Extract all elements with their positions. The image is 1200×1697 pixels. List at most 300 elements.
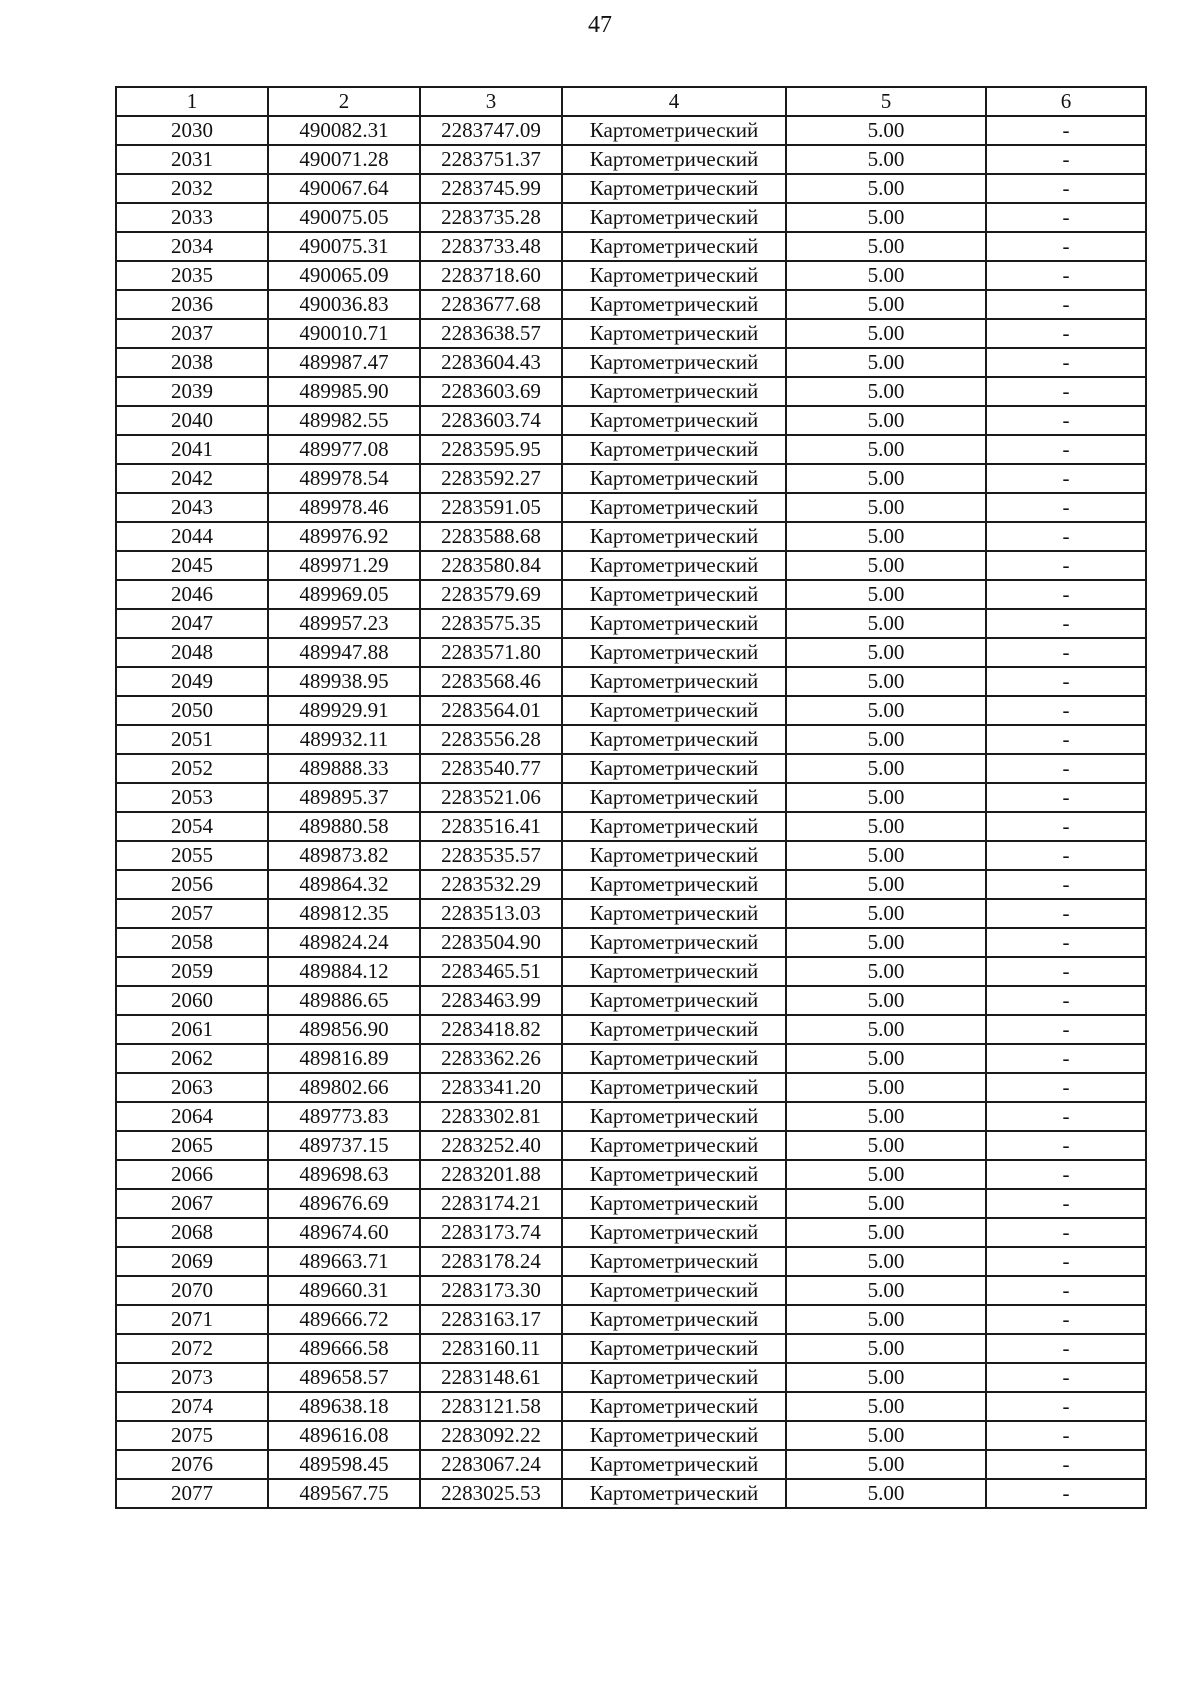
table-cell: Картометрический xyxy=(562,145,786,174)
table-cell: Картометрический xyxy=(562,1276,786,1305)
table-cell: 5.00 xyxy=(786,493,986,522)
table-row xyxy=(116,1189,1146,1218)
table-cell: 2283564.01 xyxy=(420,696,562,725)
table-cell: 2283591.05 xyxy=(420,493,562,522)
table-cell: Картометрический xyxy=(562,1102,786,1131)
table-cell: 489598.45 xyxy=(268,1450,420,1479)
table-row xyxy=(116,609,1146,638)
table-cell: 2283556.28 xyxy=(420,725,562,754)
table-cell: - xyxy=(986,1363,1146,1392)
table-cell: 2283532.29 xyxy=(420,870,562,899)
table-cell: 489663.71 xyxy=(268,1247,420,1276)
table-cell: - xyxy=(986,406,1146,435)
table-row xyxy=(116,145,1146,174)
table-cell: 490071.28 xyxy=(268,145,420,174)
table-row xyxy=(116,290,1146,319)
table-cell: 5.00 xyxy=(786,754,986,783)
table-cell: 2042 xyxy=(116,464,268,493)
table-row xyxy=(116,580,1146,609)
table-cell: Картометрический xyxy=(562,754,786,783)
table-cell: Картометрический xyxy=(562,1160,786,1189)
table-cell: Картометрический xyxy=(562,870,786,899)
table-row xyxy=(116,986,1146,1015)
table-cell: 5.00 xyxy=(786,1218,986,1247)
table-cell: 490082.31 xyxy=(268,116,420,145)
column-header: 4 xyxy=(562,87,786,116)
table-cell: Картометрический xyxy=(562,1015,786,1044)
table-cell: - xyxy=(986,377,1146,406)
table-cell: 2283751.37 xyxy=(420,145,562,174)
table-cell: Картометрический xyxy=(562,319,786,348)
table-cell: 5.00 xyxy=(786,1363,986,1392)
table-cell: 5.00 xyxy=(786,812,986,841)
table-cell: 489971.29 xyxy=(268,551,420,580)
table-cell: 5.00 xyxy=(786,1102,986,1131)
table-cell: 489888.33 xyxy=(268,754,420,783)
table-cell: 2077 xyxy=(116,1479,268,1508)
table-cell: 489884.12 xyxy=(268,957,420,986)
table-cell: 2283677.68 xyxy=(420,290,562,319)
table-cell: - xyxy=(986,290,1146,319)
table-cell: - xyxy=(986,638,1146,667)
table-cell: 2057 xyxy=(116,899,268,928)
table-cell: - xyxy=(986,1421,1146,1450)
table-cell: - xyxy=(986,493,1146,522)
table-cell: 5.00 xyxy=(786,1421,986,1450)
table-cell: 2283733.48 xyxy=(420,232,562,261)
table-cell: 489938.95 xyxy=(268,667,420,696)
table-cell: - xyxy=(986,667,1146,696)
table-cell: Картометрический xyxy=(562,580,786,609)
table-cell: 5.00 xyxy=(786,870,986,899)
table-cell: 2032 xyxy=(116,174,268,203)
table-cell: 2060 xyxy=(116,986,268,1015)
table-body xyxy=(116,116,1146,1508)
table-cell: 5.00 xyxy=(786,957,986,986)
table-cell: 5.00 xyxy=(786,348,986,377)
table-cell: Картометрический xyxy=(562,957,786,986)
table-row xyxy=(116,870,1146,899)
table-cell: 2062 xyxy=(116,1044,268,1073)
table-row xyxy=(116,841,1146,870)
table-cell: Картометрический xyxy=(562,232,786,261)
table-cell: 2283252.40 xyxy=(420,1131,562,1160)
table-cell: Картометрический xyxy=(562,116,786,145)
table-cell: 489987.47 xyxy=(268,348,420,377)
table-cell: 2283163.17 xyxy=(420,1305,562,1334)
table-cell: 489864.32 xyxy=(268,870,420,899)
table-row xyxy=(116,696,1146,725)
table-cell: 2283745.99 xyxy=(420,174,562,203)
table-cell: Картометрический xyxy=(562,406,786,435)
table-cell: 5.00 xyxy=(786,174,986,203)
table-cell: 2283513.03 xyxy=(420,899,562,928)
table-row xyxy=(116,1218,1146,1247)
table-row xyxy=(116,493,1146,522)
table-row xyxy=(116,174,1146,203)
table-cell: 2283579.69 xyxy=(420,580,562,609)
table-cell: Картометрический xyxy=(562,928,786,957)
table-cell: 5.00 xyxy=(786,986,986,1015)
table-cell: 5.00 xyxy=(786,522,986,551)
table-cell: 5.00 xyxy=(786,1131,986,1160)
table-cell: 489698.63 xyxy=(268,1160,420,1189)
table-cell: 5.00 xyxy=(786,580,986,609)
table-cell: Картометрический xyxy=(562,348,786,377)
table-cell: 5.00 xyxy=(786,1276,986,1305)
table-cell: 2055 xyxy=(116,841,268,870)
table-row xyxy=(116,1392,1146,1421)
table-cell: 2283603.74 xyxy=(420,406,562,435)
table-cell: 5.00 xyxy=(786,145,986,174)
table-cell: 5.00 xyxy=(786,899,986,928)
table-cell: 489666.72 xyxy=(268,1305,420,1334)
table-cell: 5.00 xyxy=(786,928,986,957)
table-cell: 2283535.57 xyxy=(420,841,562,870)
table-cell: 2283160.11 xyxy=(420,1334,562,1363)
table-cell: 2283592.27 xyxy=(420,464,562,493)
table-cell: 489932.11 xyxy=(268,725,420,754)
table-cell: Картометрический xyxy=(562,551,786,580)
table-cell: 2036 xyxy=(116,290,268,319)
column-header: 5 xyxy=(786,87,986,116)
table-cell: Картометрический xyxy=(562,1305,786,1334)
table-cell: 489957.23 xyxy=(268,609,420,638)
table-cell: Картометрический xyxy=(562,174,786,203)
table-cell: 2283302.81 xyxy=(420,1102,562,1131)
table-cell: 2038 xyxy=(116,348,268,377)
table-cell: - xyxy=(986,464,1146,493)
table-cell: 2073 xyxy=(116,1363,268,1392)
table-cell: 2283603.69 xyxy=(420,377,562,406)
table-cell: 2058 xyxy=(116,928,268,957)
table-cell: 5.00 xyxy=(786,609,986,638)
table-cell: 2283516.41 xyxy=(420,812,562,841)
table-cell: 2283463.99 xyxy=(420,986,562,1015)
table-row xyxy=(116,1160,1146,1189)
table-cell: 2283121.58 xyxy=(420,1392,562,1421)
table-cell: 489638.18 xyxy=(268,1392,420,1421)
table-cell: Картометрический xyxy=(562,290,786,319)
table-cell: - xyxy=(986,435,1146,464)
table-cell: Картометрический xyxy=(562,1450,786,1479)
table-cell: 489802.66 xyxy=(268,1073,420,1102)
table-cell: 489886.65 xyxy=(268,986,420,1015)
table-cell: 2283604.43 xyxy=(420,348,562,377)
table-cell: 2283201.88 xyxy=(420,1160,562,1189)
table-row xyxy=(116,957,1146,986)
table-cell: - xyxy=(986,957,1146,986)
table-cell: 5.00 xyxy=(786,1044,986,1073)
table-cell: 5.00 xyxy=(786,1247,986,1276)
table-cell: 2040 xyxy=(116,406,268,435)
table-cell: 489873.82 xyxy=(268,841,420,870)
table-cell: 2044 xyxy=(116,522,268,551)
table-cell: - xyxy=(986,1073,1146,1102)
table-row xyxy=(116,1450,1146,1479)
table-cell: - xyxy=(986,609,1146,638)
table-cell: 2041 xyxy=(116,435,268,464)
table-cell: 2074 xyxy=(116,1392,268,1421)
table-cell: 5.00 xyxy=(786,435,986,464)
table-cell: 2063 xyxy=(116,1073,268,1102)
table-cell: 5.00 xyxy=(786,783,986,812)
table-cell: 2054 xyxy=(116,812,268,841)
table-cell: - xyxy=(986,986,1146,1015)
table-row xyxy=(116,899,1146,928)
table-cell: Картометрический xyxy=(562,464,786,493)
table-row xyxy=(116,522,1146,551)
table-cell: 2283521.06 xyxy=(420,783,562,812)
page-number: 47 xyxy=(588,12,612,38)
table-cell: 2047 xyxy=(116,609,268,638)
table-cell: 489895.37 xyxy=(268,783,420,812)
table-cell: 5.00 xyxy=(786,1073,986,1102)
table-cell: 5.00 xyxy=(786,464,986,493)
table-cell: Картометрический xyxy=(562,1421,786,1450)
column-header: 1 xyxy=(116,87,268,116)
table-cell: 2049 xyxy=(116,667,268,696)
table-cell: - xyxy=(986,319,1146,348)
table-row xyxy=(116,551,1146,580)
table-cell: 5.00 xyxy=(786,290,986,319)
table-cell: - xyxy=(986,1450,1146,1479)
table-cell: 2035 xyxy=(116,261,268,290)
table-row xyxy=(116,812,1146,841)
table-cell: 2052 xyxy=(116,754,268,783)
table-cell: 490010.71 xyxy=(268,319,420,348)
table-cell: 489985.90 xyxy=(268,377,420,406)
table-cell: 489977.08 xyxy=(268,435,420,464)
table-cell: 2283092.22 xyxy=(420,1421,562,1450)
table-cell: Картометрический xyxy=(562,667,786,696)
table-cell: 2064 xyxy=(116,1102,268,1131)
table-cell: 2283571.80 xyxy=(420,638,562,667)
table-cell: 2283148.61 xyxy=(420,1363,562,1392)
table-row xyxy=(116,1334,1146,1363)
table-cell: 2061 xyxy=(116,1015,268,1044)
table-cell: - xyxy=(986,348,1146,377)
table-cell: - xyxy=(986,1305,1146,1334)
table-cell: Картометрический xyxy=(562,493,786,522)
table-cell: 5.00 xyxy=(786,1392,986,1421)
table-cell: Картометрический xyxy=(562,1247,786,1276)
table-row xyxy=(116,1479,1146,1508)
table-cell: 489773.83 xyxy=(268,1102,420,1131)
table-cell: 5.00 xyxy=(786,1334,986,1363)
table-cell: - xyxy=(986,551,1146,580)
column-header: 2 xyxy=(268,87,420,116)
table-cell: 489660.31 xyxy=(268,1276,420,1305)
table-cell: 489666.58 xyxy=(268,1334,420,1363)
table-cell: 2283173.74 xyxy=(420,1218,562,1247)
table-cell: 5.00 xyxy=(786,1450,986,1479)
table-cell: 5.00 xyxy=(786,667,986,696)
table-row xyxy=(116,261,1146,290)
table-cell: Картометрический xyxy=(562,1044,786,1073)
table-cell: - xyxy=(986,754,1146,783)
table-cell: Картометрический xyxy=(562,1073,786,1102)
table-cell: 5.00 xyxy=(786,551,986,580)
table-cell: Картометрический xyxy=(562,203,786,232)
table-cell: 2070 xyxy=(116,1276,268,1305)
table-cell: 489567.75 xyxy=(268,1479,420,1508)
table-cell: - xyxy=(986,1102,1146,1131)
table-row xyxy=(116,754,1146,783)
table-row xyxy=(116,1305,1146,1334)
table-cell: Картометрический xyxy=(562,1131,786,1160)
table-cell: - xyxy=(986,1131,1146,1160)
table-row xyxy=(116,928,1146,957)
table-cell: - xyxy=(986,725,1146,754)
table-cell: - xyxy=(986,1015,1146,1044)
table-cell: Картометрический xyxy=(562,377,786,406)
table-cell: - xyxy=(986,116,1146,145)
table-cell: 2283362.26 xyxy=(420,1044,562,1073)
table-cell: 490065.09 xyxy=(268,261,420,290)
table-cell: 2283580.84 xyxy=(420,551,562,580)
table-row xyxy=(116,1421,1146,1450)
table-cell: 5.00 xyxy=(786,638,986,667)
table-cell: 489856.90 xyxy=(268,1015,420,1044)
table-cell: 2069 xyxy=(116,1247,268,1276)
table-cell: 2075 xyxy=(116,1421,268,1450)
table-cell: 2283575.35 xyxy=(420,609,562,638)
table-cell: Картометрический xyxy=(562,899,786,928)
table-cell: 2071 xyxy=(116,1305,268,1334)
table-cell: 2051 xyxy=(116,725,268,754)
table-cell: 2283747.09 xyxy=(420,116,562,145)
table-cell: 2283595.95 xyxy=(420,435,562,464)
table-cell: 2045 xyxy=(116,551,268,580)
table-cell: 489816.89 xyxy=(268,1044,420,1073)
table-cell: - xyxy=(986,232,1146,261)
table-row xyxy=(116,348,1146,377)
table-cell: - xyxy=(986,580,1146,609)
table-cell: Картометрический xyxy=(562,609,786,638)
table-row xyxy=(116,116,1146,145)
table-cell: 2283341.20 xyxy=(420,1073,562,1102)
table-cell: - xyxy=(986,261,1146,290)
table-cell: - xyxy=(986,1218,1146,1247)
table-cell: 2283067.24 xyxy=(420,1450,562,1479)
table-cell: 2283504.90 xyxy=(420,928,562,957)
table-cell: 489978.46 xyxy=(268,493,420,522)
table-cell: 2048 xyxy=(116,638,268,667)
table-cell: Картометрический xyxy=(562,261,786,290)
table-cell: 2030 xyxy=(116,116,268,145)
table-cell: - xyxy=(986,203,1146,232)
table-cell: 2283418.82 xyxy=(420,1015,562,1044)
table-cell: 489812.35 xyxy=(268,899,420,928)
table-cell: 5.00 xyxy=(786,1305,986,1334)
table-cell: 489982.55 xyxy=(268,406,420,435)
table-cell: 2283178.24 xyxy=(420,1247,562,1276)
table-row xyxy=(116,638,1146,667)
table-cell: 2072 xyxy=(116,1334,268,1363)
table-cell: 490075.05 xyxy=(268,203,420,232)
table-cell: Картометрический xyxy=(562,1334,786,1363)
column-header: 3 xyxy=(420,87,562,116)
table-row xyxy=(116,783,1146,812)
table-cell: - xyxy=(986,145,1146,174)
table-cell: - xyxy=(986,174,1146,203)
table-cell: Картометрический xyxy=(562,638,786,667)
table-cell: - xyxy=(986,812,1146,841)
table-cell: 2283540.77 xyxy=(420,754,562,783)
table-cell: 2076 xyxy=(116,1450,268,1479)
table-cell: 5.00 xyxy=(786,725,986,754)
table-cell: Картометрический xyxy=(562,522,786,551)
table-cell: - xyxy=(986,783,1146,812)
table-cell: Картометрический xyxy=(562,986,786,1015)
table-cell: 5.00 xyxy=(786,377,986,406)
table-cell: 2283568.46 xyxy=(420,667,562,696)
table-cell: - xyxy=(986,1044,1146,1073)
table-cell: 2031 xyxy=(116,145,268,174)
table-cell: 2283588.68 xyxy=(420,522,562,551)
table-cell: Картометрический xyxy=(562,812,786,841)
table-row xyxy=(116,1015,1146,1044)
table-cell: - xyxy=(986,1189,1146,1218)
table-cell: 489969.05 xyxy=(268,580,420,609)
table-cell: 490067.64 xyxy=(268,174,420,203)
coordinates-table xyxy=(115,86,1147,1509)
table-cell: 5.00 xyxy=(786,1189,986,1218)
table-cell: Картометрический xyxy=(562,435,786,464)
table-cell: 5.00 xyxy=(786,261,986,290)
table-cell: 489947.88 xyxy=(268,638,420,667)
table-cell: 489737.15 xyxy=(268,1131,420,1160)
table-cell: 2283718.60 xyxy=(420,261,562,290)
table-cell: 2034 xyxy=(116,232,268,261)
table-row xyxy=(116,1363,1146,1392)
table-cell: 2053 xyxy=(116,783,268,812)
table-cell: 2037 xyxy=(116,319,268,348)
table-cell: 2046 xyxy=(116,580,268,609)
table-cell: 489658.57 xyxy=(268,1363,420,1392)
table-cell: - xyxy=(986,696,1146,725)
table-cell: - xyxy=(986,1392,1146,1421)
table-cell: 2283173.30 xyxy=(420,1276,562,1305)
table-cell: 489674.60 xyxy=(268,1218,420,1247)
table-row xyxy=(116,1276,1146,1305)
table-cell: 2056 xyxy=(116,870,268,899)
table-cell: - xyxy=(986,870,1146,899)
table-cell: 5.00 xyxy=(786,696,986,725)
table-row xyxy=(116,377,1146,406)
table-row xyxy=(116,203,1146,232)
table-cell: 5.00 xyxy=(786,232,986,261)
table-cell: 2050 xyxy=(116,696,268,725)
table-cell: 2065 xyxy=(116,1131,268,1160)
table-cell: 5.00 xyxy=(786,1479,986,1508)
table-cell: 489824.24 xyxy=(268,928,420,957)
table-cell: - xyxy=(986,928,1146,957)
table-cell: 2283735.28 xyxy=(420,203,562,232)
table-row xyxy=(116,1102,1146,1131)
table-cell: 489929.91 xyxy=(268,696,420,725)
table-cell: 490075.31 xyxy=(268,232,420,261)
table-cell: Картометрический xyxy=(562,1392,786,1421)
table-cell: Картометрический xyxy=(562,1479,786,1508)
table-cell: 489676.69 xyxy=(268,1189,420,1218)
table-cell: 2066 xyxy=(116,1160,268,1189)
table-cell: Картометрический xyxy=(562,1218,786,1247)
table-cell: 2067 xyxy=(116,1189,268,1218)
table-cell: 2059 xyxy=(116,957,268,986)
table-cell: 489616.08 xyxy=(268,1421,420,1450)
